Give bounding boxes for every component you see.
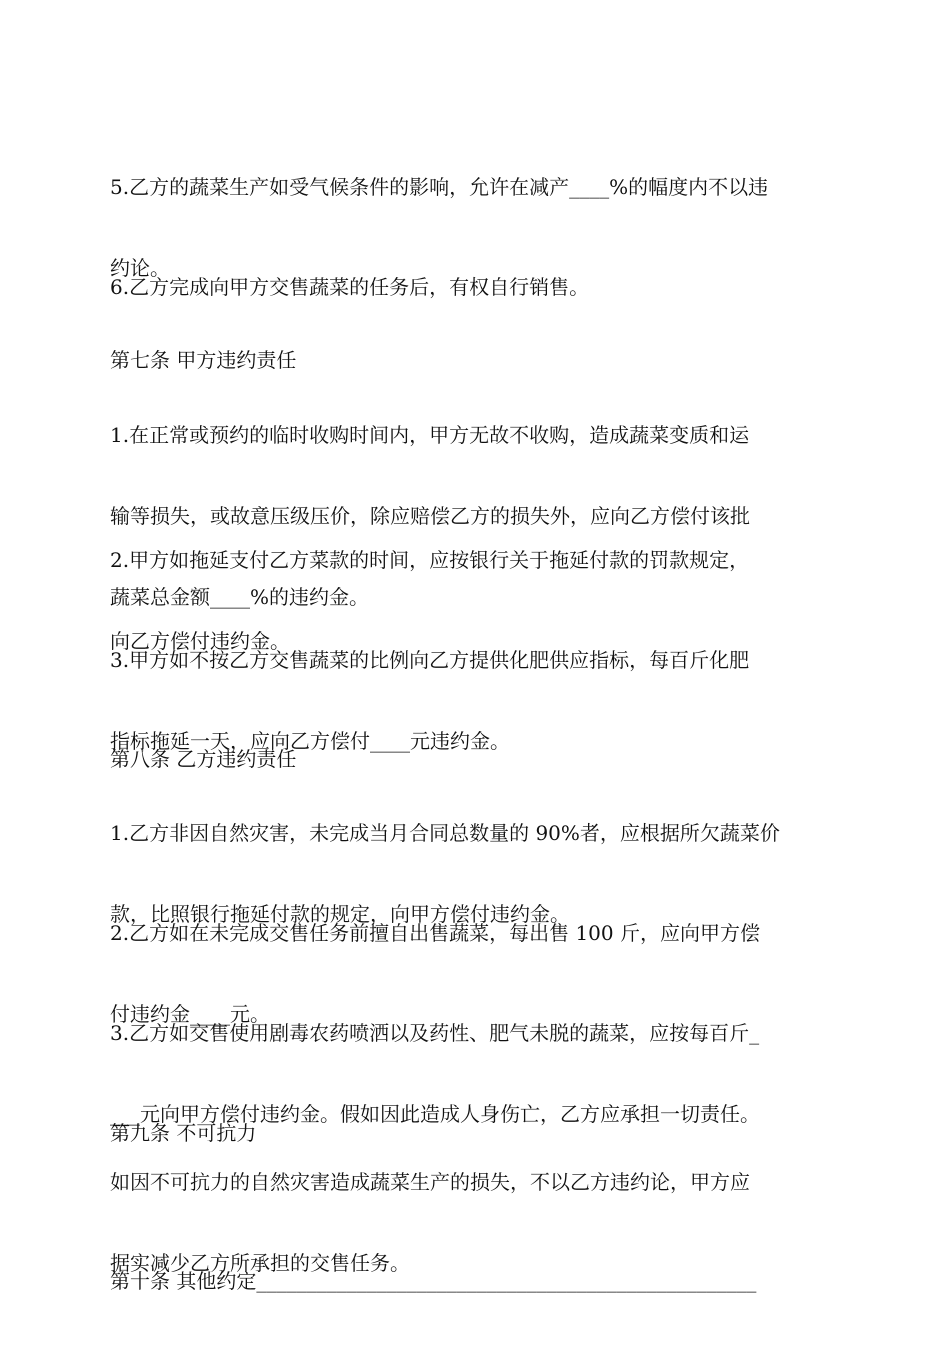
text-line: 6.乙方完成向甲方交售蔬菜的任务后，有权自行销售。 [110, 275, 590, 299]
heading-article-10: 第十条 其他约定__________________________________________________ [110, 1269, 757, 1293]
text-line: 输等损失，或故意压级压价，除应赔偿乙方的损失外，应向乙方偿付该批 [110, 504, 750, 528]
text-line: 约论。 [110, 256, 170, 280]
text-line: 2.甲方如拖延支付乙方菜款的时间，应按银行关于拖延付款的罚款规定， [110, 548, 750, 572]
heading-article-8: 第八条 乙方违约责任 [110, 747, 297, 771]
text-line: 付违约金____元。 [110, 1002, 270, 1026]
text-line: 3.乙方如交售使用剧毒农药喷洒以及药性、肥气未脱的蔬菜，应按每百斤_ [110, 1021, 760, 1045]
heading-article-7: 第七条 甲方违约责任 [110, 348, 297, 372]
other-agreement-blank: __________________________________________________ [256, 1269, 757, 1293]
text-line: 1.在正常或预约的临时收购时间内，甲方无故不收购，造成蔬菜变质和运 [110, 423, 750, 447]
text-line: 蔬菜总金额____%的违约金。 [110, 585, 370, 609]
text-line: 款，比照银行拖延付款的规定，向甲方偿付违约金。 [110, 902, 570, 926]
text-line: 5.乙方的蔬菜生产如受气候条件的影响，允许在减产____%的幅度内不以违 [110, 175, 769, 199]
text-line: 2.乙方如在未完成交售任务前擅自出售蔬菜，每出售 100 斤，应向甲方偿 [110, 921, 760, 945]
text-line: 指标拖延一天，应向乙方偿付____元违约金。 [110, 729, 510, 753]
text-line: ___元向甲方偿付违约金。假如因此造成人身伤亡，乙方应承担一切责任。 [110, 1102, 760, 1126]
text-line: 据实减少乙方所承担的交售任务。 [110, 1251, 410, 1275]
text-line: 如因不可抗力的自然灾害造成蔬菜生产的损失，不以乙方违约论，甲方应 [110, 1170, 750, 1194]
text-line: 3.甲方如不按乙方交售蔬菜的比例向乙方提供化肥供应指标，每百斤化肥 [110, 648, 750, 672]
text-line: 1.乙方非因自然灾害，未完成当月合同总数量的 90%者，应根据所欠蔬菜价 [110, 821, 780, 845]
heading-article-9: 第九条 不可抗力 [110, 1121, 257, 1145]
text-line: 向乙方偿付违约金。 [110, 629, 290, 653]
